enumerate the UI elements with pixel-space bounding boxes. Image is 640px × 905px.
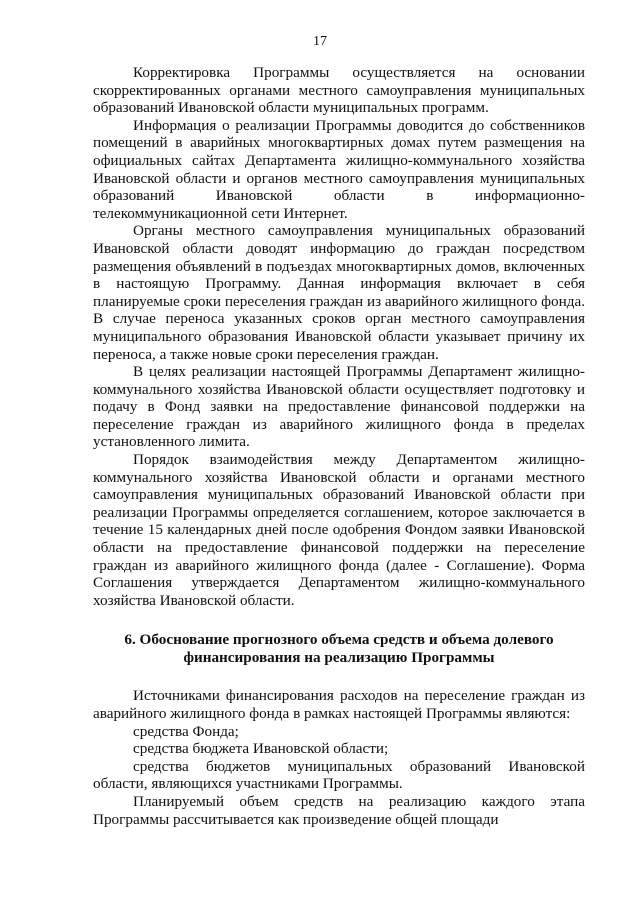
page-number: 17 xyxy=(313,34,327,49)
section-heading xyxy=(93,631,585,667)
paragraph-interaction-procedure: Порядок взаимодействия между Департаментом жилищно-коммунального хозяйства Ивановской области и органами местного самоуправления муниципальных образований Ивановской области при реализации Программы определяется соглашением, которое заключается в течение 15 календарных дней после одобрения Фондом заявки Ивановской области на предоставление финансовой поддержки на переселение граждан из аварийного жилищного фонда (далее - Соглашение). Форма Соглашения утверждается Департаментом жилищно-коммунального хозяйства Ивановской области. xyxy=(93,451,585,609)
paragraph-planned-volume: Планируемый объем средств на реализацию каждого этапа Программы рассчитывается как произведение общей площади xyxy=(93,792,585,828)
paragraph-funding-sources: Источниками финансирования расходов на переселение граждан из аварийного жилищного фонда в рамках настоящей Программы являются: xyxy=(93,687,585,722)
paragraph-information-owners: Информация о реализации Программы доводится до собственников помещений в аварийных многоквартирных домах путем размещения на официальных сайтах Департамента жилищно-коммунального хозяйства Ивановской области и органов местного самоуправления муниципальных образований Ивановской области в информационно-телекоммуникационной сети Интернет. xyxy=(93,116,585,222)
paragraph-department-application: В целях реализации настоящей Программы Департамент жилищно-коммунального хозяйства Ивановской области осуществляет подготовку и подачу в Фонд заявки на предоставление финансовой поддержки на переселение граждан из аварийного жилищного фонда в пределах установленного лимита. xyxy=(93,363,585,451)
document-body xyxy=(93,64,585,828)
paragraph-local-authorities: Органы местного самоуправления муниципальных образований Ивановской области доводят информацию до граждан посредством размещения объявлений в подъездах многоквартирных домов, включенных в настоящую Программу. Данная информация включает в себя планируемые сроки переселения граждан из аварийного жилищного фонда. В случае переноса указанных сроков орган местного самоуправления муниципального образования Ивановской области указывает причину их переноса, а также новые сроки переселения граждан. xyxy=(93,222,585,363)
list-item-municipal-budgets: средства бюджетов муниципальных образований Ивановской области, являющихся участниками Программы. xyxy=(93,757,585,793)
paragraph-program-adjustment: Корректировка Программы осуществляется на основании скорректированных органами местного самоуправления муниципальных образований Ивановской области муниципальных программ. xyxy=(93,64,585,117)
list-item-regional-budget: средства бюджета Ивановской области; xyxy=(133,740,389,758)
section-heading-line-2: финансирования на реализацию Программы xyxy=(183,649,495,667)
list-item-fund: средства Фонда; xyxy=(133,722,239,740)
section-heading-line-1: 6. Обоснование прогнозного объема средств и объема долевого xyxy=(124,631,554,649)
